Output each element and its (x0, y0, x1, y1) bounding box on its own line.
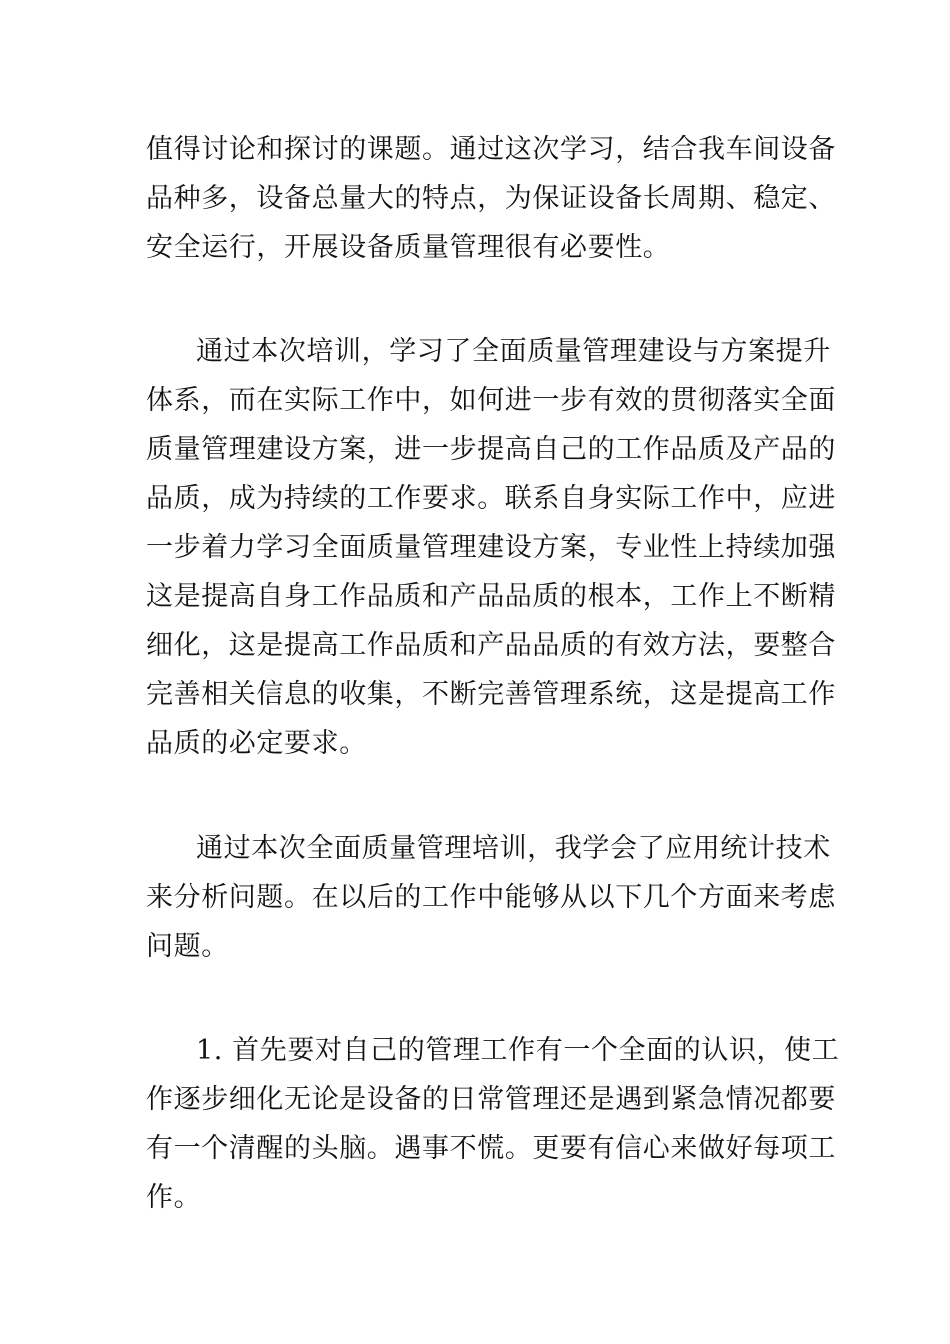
text-line: 来分析问题。在以后的工作中能够从以下几个方面来考虑 (146, 882, 836, 913)
text-line: 值得讨论和探讨的课题。通过这次学习，结合我车间设备 (146, 134, 836, 165)
text-line: 这是提高自身工作品质和产品品质的根本，工作上不断精 (146, 581, 836, 612)
text-line: 通过本次全面质量管理培训，我学会了应用统计技术 (196, 833, 831, 864)
text-line: 质量管理建设方案，进一步提高自己的工作品质及产品的 (146, 434, 836, 465)
text-line: 安全运行，开展设备质量管理很有必要性。 (146, 232, 671, 263)
text-line: 作逐步细化无论是设备的日常管理还是遇到紧急情况都要 (146, 1084, 836, 1115)
text-line: 细化，这是提高工作品质和产品品质的有效方法，要整合 (146, 630, 836, 661)
text-line: 作。 (146, 1182, 202, 1213)
text-line: 完善相关信息的收集，不断完善管理系统，这是提高工作 (146, 679, 836, 710)
text-line: 问题。 (146, 931, 229, 962)
text-line: 有一个清醒的头脑。遇事不慌。更要有信心来做好每项工 (146, 1133, 836, 1164)
text-line: 通过本次培训，学习了全面质量管理建设与方案提升 (196, 336, 831, 367)
text-line: 品质的必定要求。 (146, 728, 367, 759)
text-line: 一步着力学习全面质量管理建设方案，专业性上持续加强 (146, 532, 836, 563)
text-line: 1. 首先要对自己的管理工作有一个全面的认识，使工 (196, 1035, 840, 1066)
text-line: 品质，成为持续的工作要求。联系自身实际工作中，应进 (146, 483, 836, 514)
text-line: 体系，而在实际工作中，如何进一步有效的贯彻落实全面 (146, 385, 836, 416)
text-line: 品种多，设备总量大的特点，为保证设备长周期、稳定、 (146, 183, 836, 214)
